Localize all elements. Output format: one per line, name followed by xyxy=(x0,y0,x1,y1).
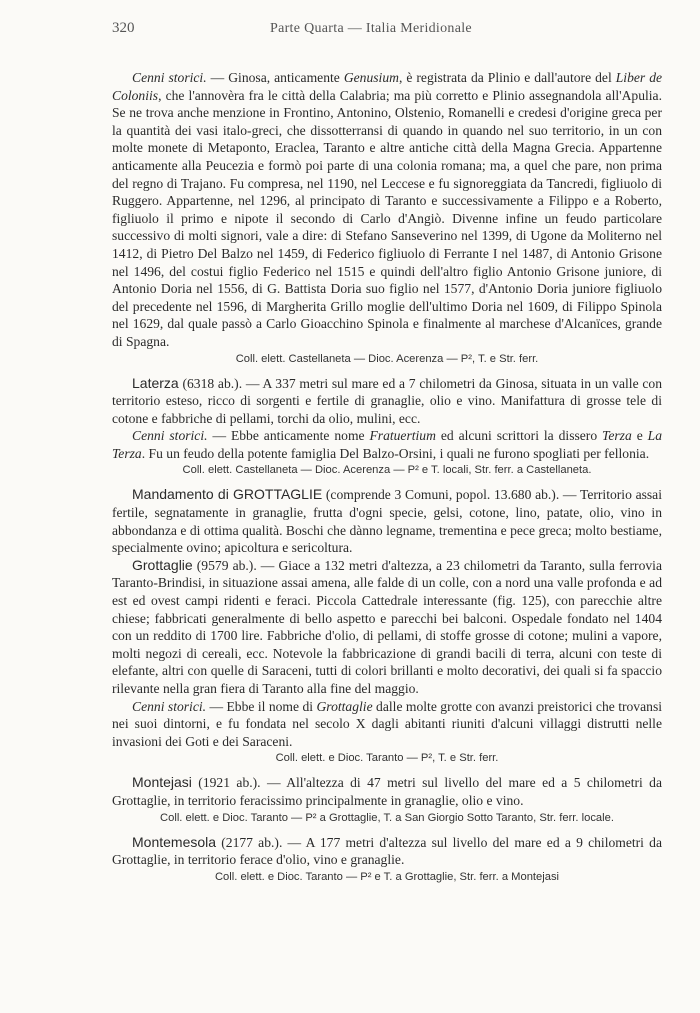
section-lead: Cenni storici. xyxy=(132,428,208,444)
place-name: Montemesola xyxy=(132,833,217,850)
grottaglie-district-paragraph xyxy=(112,486,662,556)
book-title: Liber de Coloniis xyxy=(112,70,663,103)
page-header xyxy=(112,20,662,42)
grottaglie-electoral-line: Coll. elett. e Dioc. Taranto — P², T. e Str. ferr. xyxy=(275,752,499,765)
montemesola-electoral-line: Coll. elett. e Dioc. Taranto — P² e T. a Grottaglie, Str. ferr. a Montejasi xyxy=(214,870,560,883)
text-run: . Fu un feudo della potente famiglia Del Balzo-Orsini, i quali ne furono spogliati per fellonia. xyxy=(141,445,650,461)
laterza-paragraph xyxy=(112,375,662,428)
place-name: Grottaglie xyxy=(132,556,193,573)
text-run: e xyxy=(631,428,648,444)
text-run: (2177 ab.). — A 177 metri d'altezza sul livello del mare ed a 9 chilometri da Grottaglie, in territorio ferace d'olio, vino e granaglie. xyxy=(112,834,662,868)
grottaglie-town-paragraph xyxy=(112,557,662,698)
text-run: (1921 ab.). — All'altezza di 47 metri sul livello del mare ed a 5 chilometri da Grottaglie, in territorio feracissimo principalmente in granaglie, olio e vino. xyxy=(112,775,662,808)
text-run: ed alcuni scrittori la dissero xyxy=(435,428,603,444)
grottaglie-history-paragraph xyxy=(112,698,662,751)
page-body xyxy=(112,69,662,893)
laterza-history-paragraph xyxy=(112,427,662,462)
text-run: (6318 ab.). — A 337 metri sul mare ed a 7 chilometri da Ginosa, situata in un valle con territorio esteso, ricco di sorgenti e fertile di granaglie, olio e vino. Manifattura di grosse tele di cotone e fabbriche di pellami, torchi da olio, mulini, ecc. xyxy=(112,375,662,426)
text-run: , è registrata da Plinio e dall'autore del xyxy=(398,70,616,85)
ginosa-history-paragraph xyxy=(112,69,662,351)
alt-name: Grottaglie xyxy=(316,698,373,714)
text-run: , che l'annovèra fra le città della Calabria; ma più corretto e Plinio assegnandola all'Apulia. Se ne trova anche menzione in Frontino, Antonino, Olstenio, Romanelli e credesi d'origine greca per la quantità dei vasi italo-greci, che dissotterransi di quando in quando nel suo territorio, in un con molte monete di Metaponto, Eraclea, Taranto e altre antiche città della Magna Grecia. Appartenne anticamente alla Peucezia e formò poi parte di una colonia romana; ma, a quel che pare, non prima del regno di Trajano. Fu compresa, nel 1190, nel Leccese e fu signoreggiata da Tancredi, figliuolo di Ruggero. Appartenne, nel 1296, al principato di Taranto e successivamente a Filippo e a Roberto, figliuolo il primo e nipote il secondo di Carlo d'Angiò. Divenne infine un feudo particolare successivo di molti signori, vale a dire: di Stefano Sanseverino nel 1399, di Ugone da Moliterno nel 1412, di Pietro Del Balzo nel 1459, di Federico figliuolo di Ferrante I nel 1487, di Antonio Grisone nel 1496, del costui figlio Federico nel 1515 e quindi dell'altro figlio Antonio Grisone juniore, di Antonio Doria nel 1556, di G. Battista Doria suo figlio nel 1577, d'Antonio Doria juniore figliuolo del precedente nel 1596, di Margherita Grillo moglie dell'ultimo Doria nel 1609, di Filippo Spinola nel 1629, dal quale passò a Carlo Gioacchino Spinola e finalmente al marchese d'Alcanïces, grande di Spagna. xyxy=(112,87,662,349)
latin-name: Genusium xyxy=(343,70,399,85)
text-run: (comprende 3 Comuni, popol. 13.680 ab.). — Territorio assai fertile, segnatamente in granaglie, frutta d'ogni specie, gelsi, cotone, lino, patate, olio, vino in abbondanza e di ottima qualità. Boschi che dànno legname, trementina e pece greca; molto bestiame, specialmente ovino; apicoltura e sericoltura. xyxy=(112,487,662,556)
place-name: Laterza xyxy=(132,374,179,391)
text-run: — Ebbe il nome di xyxy=(206,698,317,714)
section-lead: Cenni storici. xyxy=(132,70,207,85)
alt-name: Terza xyxy=(602,428,632,444)
district-name: Mandamento di GROTTAGLIE xyxy=(132,486,323,503)
text-run: — Ebbe anticamente nome xyxy=(207,428,370,444)
laterza-electoral-line: Coll. elett. Castellaneta — Dioc. Acerenza — P² e T. locali, Str. ferr. a Castellaneta. xyxy=(182,464,592,477)
montemesola-paragraph xyxy=(112,834,662,869)
montejasi-electoral-line: Coll. elett. e Dioc. Taranto — P² a Grottaglie, T. a San Giorgio Sotto Taranto, Str. ferr. locale. xyxy=(160,811,614,824)
montejasi-paragraph xyxy=(112,774,662,809)
running-title: Parte Quarta — Italia Meridionale xyxy=(270,21,472,36)
latin-name: Fratuertium xyxy=(369,428,436,444)
place-name: Montejasi xyxy=(132,774,192,791)
page-number: 320 xyxy=(112,20,135,36)
ginosa-electoral-line: Coll. elett. Castellaneta — Dioc. Acerenza — P², T. e Str. ferr. xyxy=(235,352,539,365)
text-run: — Ginosa, anticamente xyxy=(206,70,344,85)
alt-name: La Terza xyxy=(112,428,662,461)
text-run: dalle molte grotte con avanzi preistorici che trovansi nei suoi dintorni, e fu fondata nel secolo X dagli abitanti riuniti d'alcuni villaggi distrutti nelle invasioni dei Goti e dei Saraceni. xyxy=(112,698,663,749)
text-run: (9579 ab.). — Giace a 132 metri d'altezza, a 23 chilometri da Taranto, sulla ferrovia Taranto-Brindisi, in situazione assai amena, alle falde di un colle, con a nord una valle profonda e ad est ed ovest campi ridenti e feraci. Piccola Cattedrale interessante (fig. 125), con parecchie altre chiese; fabbricati generalmente di bello aspetto e parecchi bei balconi. Ospedale fondato nel 1404 con un reddito di 1700 lire. Fabbriche d'olio, di pellami, di stoffe grosse di cotone; mulini a vapore, molti negozi di cereali, ecc. Notevole la fabbricazione di grandi bacili di terra, alcuni con teste di elefante, altri con quelle di Saraceni, tutti di colori brillanti e molto decorativi, dei quali si fa spaccio rilevante nella gran fiera di Taranto alla fine del maggio. xyxy=(112,557,662,696)
section-lead: Cenni storici. xyxy=(132,698,207,714)
